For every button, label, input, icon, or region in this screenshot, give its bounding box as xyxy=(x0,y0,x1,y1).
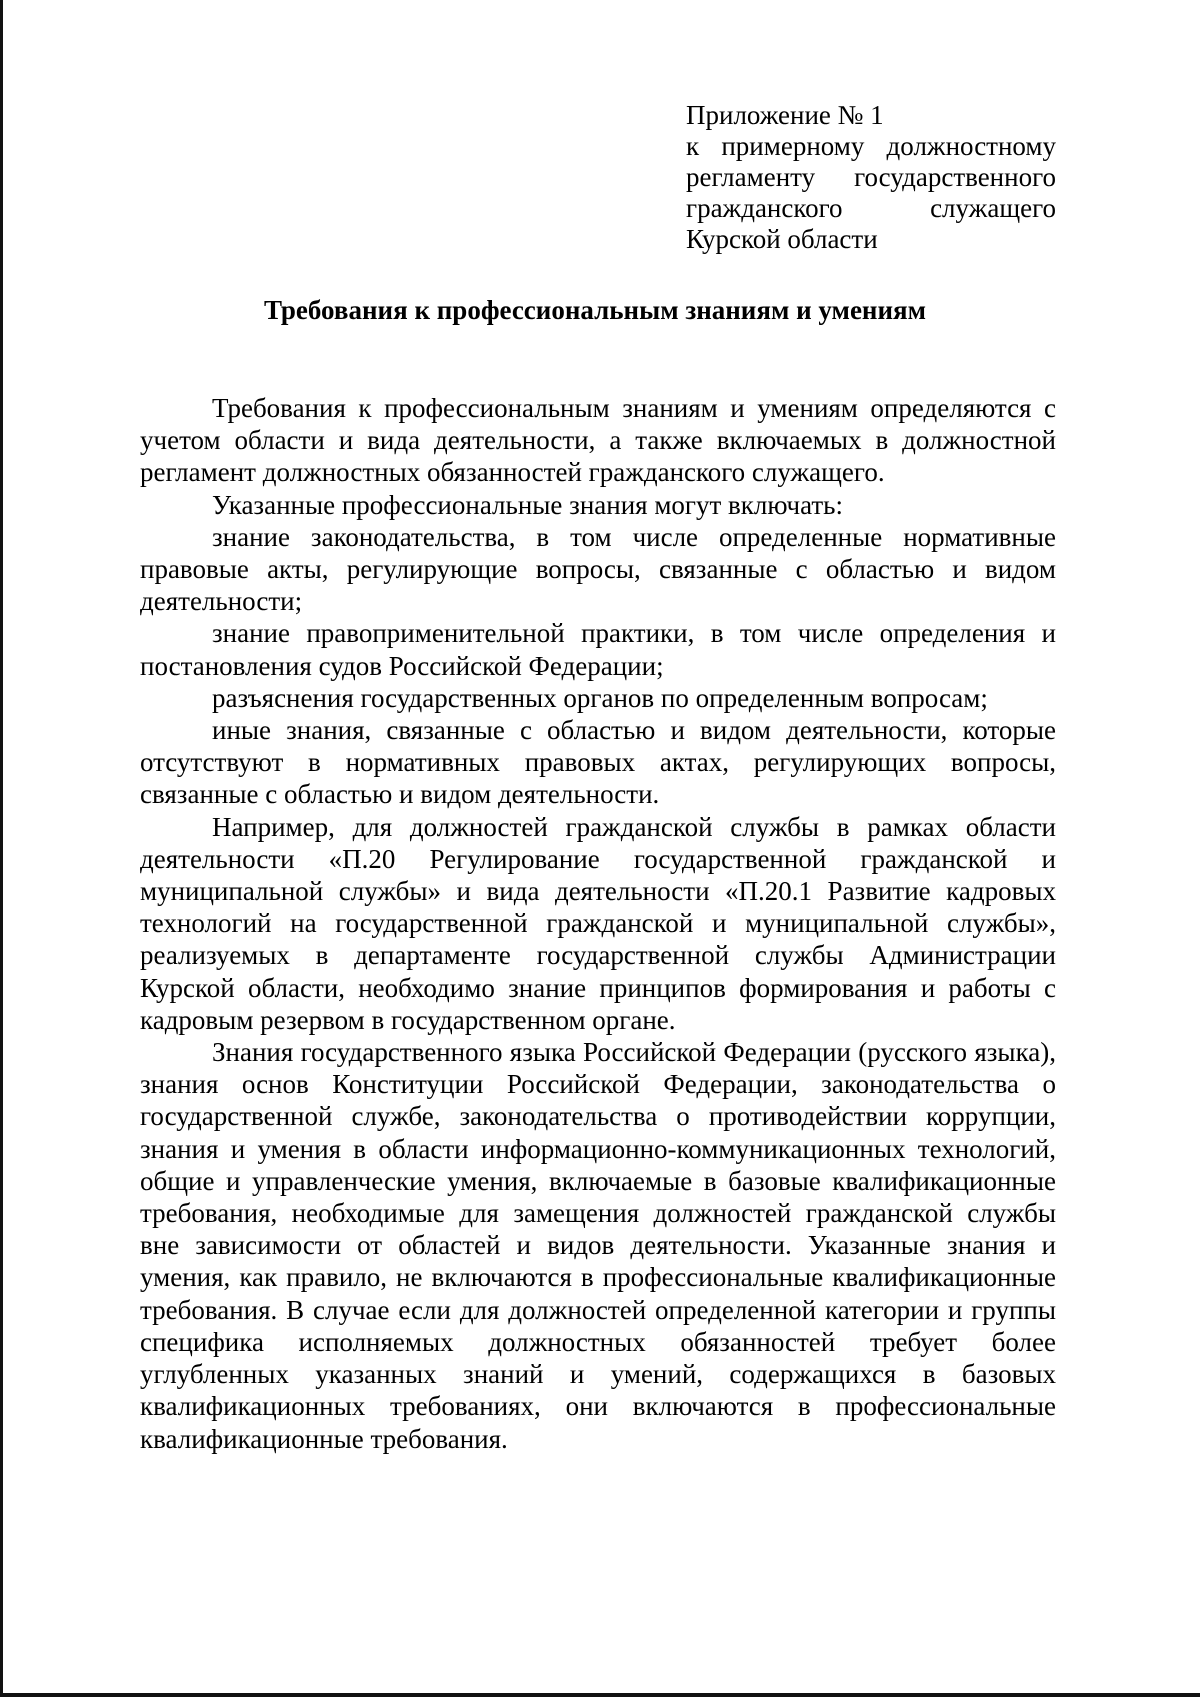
scan-border-bottom xyxy=(0,1693,1200,1697)
scan-border-left xyxy=(0,0,3,1697)
document-title: Требования к профессиональным знаниям и умениям xyxy=(263,295,927,325)
appendix-note xyxy=(686,100,1056,255)
body-paragraph: иные знания, связанные с областью и видом деятельности, которые отсутствуют в нормативных правовых актах, регулирующих вопросы, связанные с областью и видом деятельности. xyxy=(140,715,1056,810)
appendix-reference-line: Курской области xyxy=(686,224,878,254)
appendix-reference-line: гражданского служащего xyxy=(686,193,1056,223)
appendix-reference-line: регламенту государственного xyxy=(686,162,1056,192)
body-paragraph: разъяснения государственных органов по определенным вопросам; xyxy=(212,682,988,713)
body-paragraph: Указанные профессиональные знания могут включать: xyxy=(212,489,843,520)
body-paragraph: знание законодательства, в том числе определенные нормативные правовые акты, регулирующие вопросы, связанные с областью и видом деятельности; xyxy=(140,521,1056,617)
document-body xyxy=(140,392,1056,1455)
appendix-reference-line: к примерному должностному xyxy=(686,131,1056,161)
body-paragraph: Знания государственного языка Российской Федерации (русского языка), знания основ Конституции Российской Федерации, законодательства о государственной службе, законодательства о противодействии коррупции, знания и умения в области информационно-коммуникационных технологий, общие и управленческие умения, включаемые в базовые квалификационные требования, необходимые для замещения должностей гражданской службы вне зависимости от областей и видов деятельности. Указанные знания и умения, как правило, не включаются в профессиональные квалификационные требования. В случае если для должностей определенной категории и группы специфика исполняемых должностных обязанностей требует более углубленных указанных знаний и умений, содержащихся в базовых квалификационных требованиях, они включаются в профессиональные квалификационные требования. xyxy=(140,1037,1056,1454)
body-paragraph: знание правоприменительной практики, в том числе определения и постановления судов Российской Федерации; xyxy=(140,618,1056,681)
body-paragraph: Требования к профессиональным знаниям и умениям определяются с учетом области и вида деятельности, а также включаемых в должностной регламент должностных обязанностей гражданского служащего. xyxy=(140,393,1056,488)
body-paragraph: Например, для должностей гражданской службы в рамках области деятельности «П.20 Регулирование государственной гражданской и муниципальной службы» и вида деятельности «П.20.1 Развитие кадровых технологий на государственной гражданской и муниципальной службы», реализуемых в департаменте государственной службы Администрации Курской области, необходимо знание принципов формирования и работы с кадровым резервом в государственном органе. xyxy=(140,811,1056,1035)
appendix-number: Приложение № 1 xyxy=(686,100,884,130)
